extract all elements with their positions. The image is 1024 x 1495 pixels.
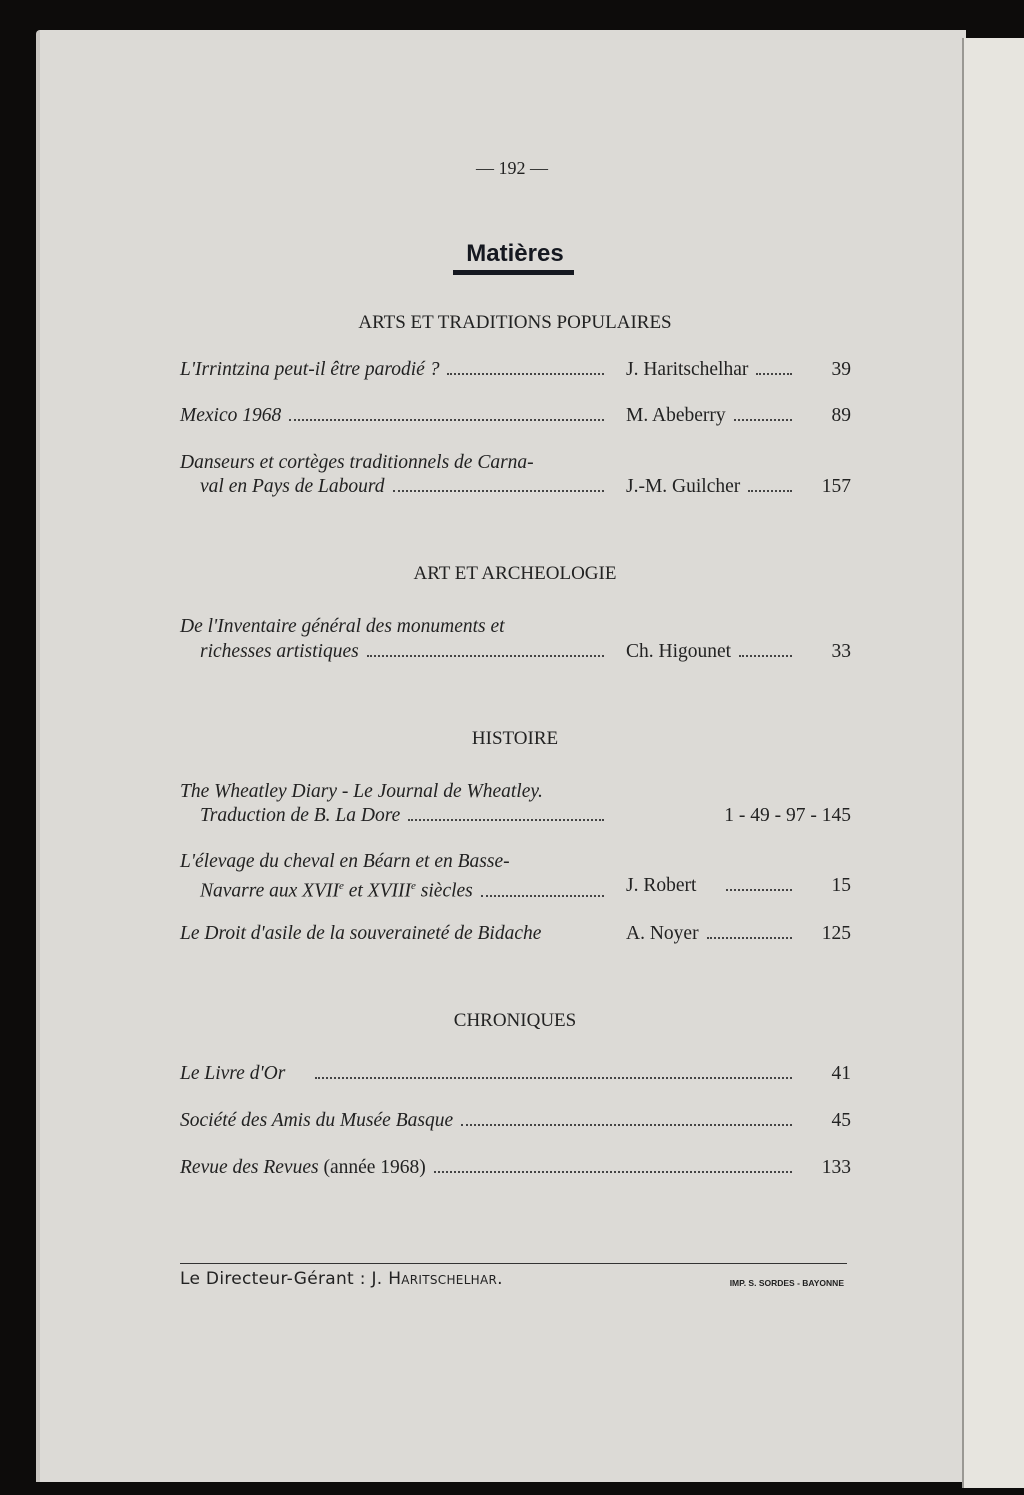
dot-leader — [707, 937, 792, 939]
entry-page: 157 — [821, 476, 851, 497]
entry-page: 39 — [831, 359, 851, 380]
dot-leader — [289, 419, 604, 421]
entry-title — [180, 1156, 800, 1180]
entry-title-text: val en Pays de Labourd — [200, 476, 385, 497]
director-label: Le Directeur-Gérant : J. — [180, 1269, 383, 1289]
entry-title — [200, 804, 612, 828]
entry-author — [626, 874, 800, 898]
entry-title-line: De l'Inventaire général des monuments et — [180, 616, 505, 637]
entry-title-text — [200, 874, 473, 904]
page-title: Matières — [466, 240, 564, 267]
entry-author — [626, 358, 800, 382]
section-heading: HISTOIRE — [471, 728, 559, 749]
director-credit — [180, 1269, 503, 1289]
page-number: — 192 — — [476, 158, 548, 178]
entry-title-text: Revue des Revues — [180, 1157, 319, 1178]
title-underline — [453, 270, 574, 275]
entry-page: 15 — [831, 875, 851, 896]
entry-title-text: Mexico 1968 — [180, 405, 282, 426]
entry-title — [180, 404, 612, 428]
entry-title — [180, 1109, 800, 1133]
dot-leader — [367, 655, 604, 657]
entry-title — [180, 1062, 800, 1086]
superscript: e — [339, 880, 344, 892]
dot-leader — [726, 889, 792, 891]
entry-title-text: Le Droit d'asile de la souveraineté de Bidache — [180, 923, 542, 944]
entry-title — [200, 475, 612, 499]
entry-title-suffix: (année 1968) — [323, 1157, 426, 1178]
author-text: J. Haritschelhar — [626, 359, 749, 380]
dot-leader — [408, 819, 604, 821]
dot-leader — [756, 373, 792, 375]
dot-leader — [315, 1077, 792, 1079]
entry-title-text: L'Irrintzina peut-il être parodié ? — [180, 359, 440, 380]
entry-page: 1 - 49 - 97 - 145 — [724, 805, 851, 826]
entry-title-text: richesses artistiques — [200, 641, 359, 662]
title-part: Navarre aux XVII — [200, 880, 339, 902]
entry-page: 33 — [831, 641, 851, 662]
entry-title — [180, 358, 612, 382]
dot-leader — [481, 895, 604, 897]
entry-title-text: Le Livre d'Or — [180, 1063, 286, 1084]
footer-rule — [180, 1263, 847, 1264]
section-heading: ART ET ARCHEOLOGIE — [413, 563, 617, 584]
superscript: e — [411, 880, 416, 892]
entry-page: 45 — [831, 1110, 851, 1131]
dot-leader — [447, 373, 604, 375]
entry-title-text: Traduction de B. La Dore — [200, 805, 401, 826]
printer-credit: IMP. S. SORDES - BAYONNE — [729, 1278, 844, 1288]
entry-title — [180, 922, 620, 946]
author-text: J. Robert — [626, 875, 697, 896]
author-text: J.-M. Guilcher — [626, 476, 741, 497]
entry-author — [626, 475, 800, 499]
dot-leader — [461, 1124, 792, 1126]
title-part: et XVIII — [343, 880, 412, 902]
entry-title — [200, 640, 612, 664]
author-text: M. Abeberry — [626, 405, 726, 426]
title-part: siècles — [415, 880, 473, 902]
dot-leader — [739, 655, 792, 657]
entry-title-line: The Wheatley Diary - Le Journal de Wheatley. — [180, 781, 543, 802]
entry-author — [626, 404, 800, 428]
dot-leader — [434, 1171, 792, 1173]
director-name: Haritschelhar. — [388, 1269, 503, 1289]
section-heading: CHRONIQUES — [453, 1010, 577, 1031]
entry-page: 89 — [831, 405, 851, 426]
dot-leader — [734, 419, 792, 421]
entry-title-line: Danseurs et cortèges traditionnels de Carna- — [180, 452, 534, 473]
entry-page: 125 — [821, 923, 851, 944]
entry-page: 41 — [831, 1063, 851, 1084]
dot-leader — [393, 490, 605, 492]
section-heading: ARTS ET TRADITIONS POPULAIRES — [358, 312, 672, 333]
author-text: A. Noyer — [626, 923, 699, 944]
entry-page: 133 — [821, 1157, 851, 1178]
entry-author — [626, 922, 800, 946]
entry-title-line: L'élevage du cheval en Béarn et en Basse- — [180, 851, 510, 872]
entry-title — [200, 874, 612, 904]
entry-author — [626, 640, 800, 664]
author-text: Ch. Higounet — [626, 641, 732, 662]
entry-title-text: Société des Amis du Musée Basque — [180, 1110, 454, 1131]
dot-leader — [748, 490, 792, 492]
